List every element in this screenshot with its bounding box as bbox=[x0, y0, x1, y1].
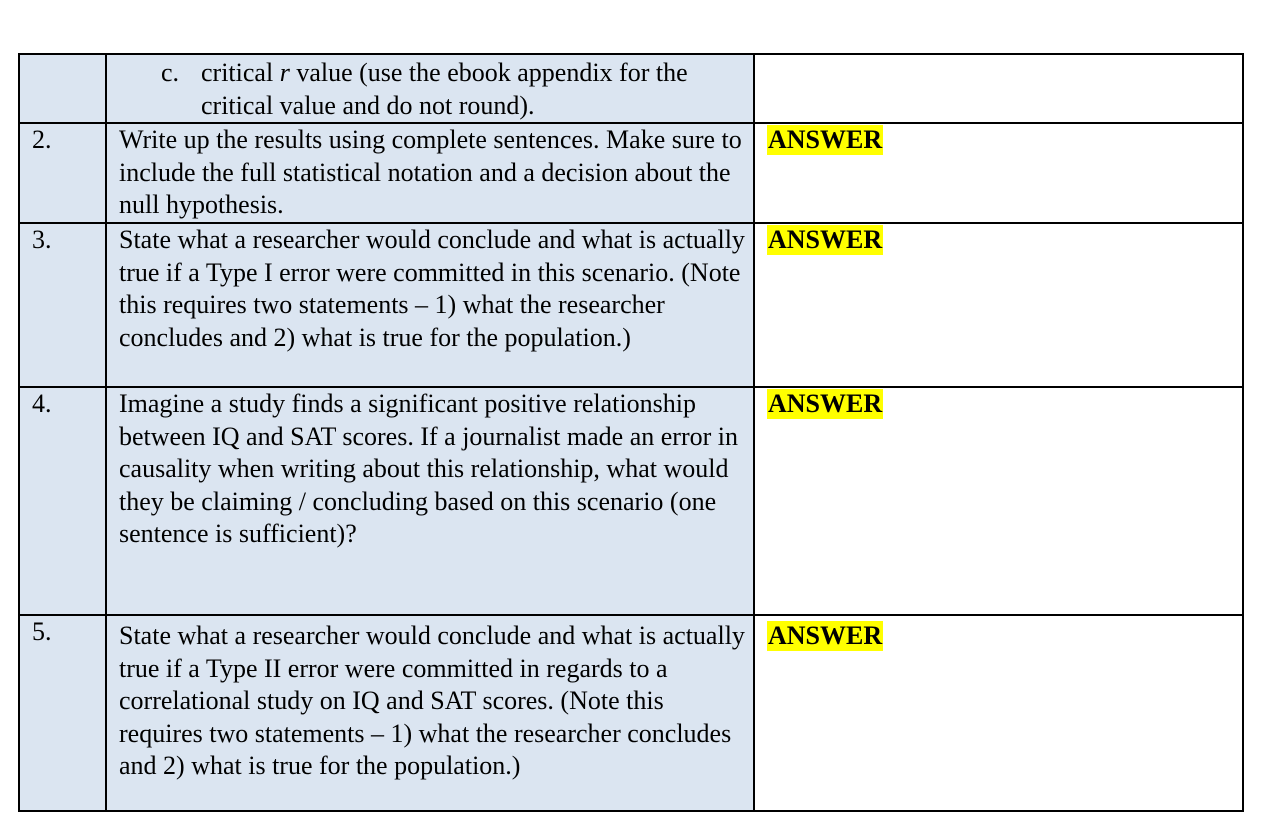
answer-highlight: ANSWER bbox=[768, 389, 883, 418]
answer-cell[interactable] bbox=[754, 387, 1243, 615]
sub-item-text-part: critical bbox=[201, 58, 280, 87]
sub-item bbox=[119, 57, 745, 122]
row-number-cell bbox=[19, 123, 106, 223]
answer-cell[interactable] bbox=[754, 123, 1243, 223]
answer-highlight: ANSWER bbox=[768, 225, 883, 254]
answer-cell[interactable] bbox=[754, 54, 1243, 123]
question-cell bbox=[106, 387, 754, 615]
question-text: Imagine a study finds a significant positive relationship between IQ and SAT scores. If a journalist made an error in causality when writing about this relationship, what would they be claiming / concluding based on this scenario (one sentence is sufficient)? bbox=[119, 389, 738, 548]
table-row bbox=[19, 123, 1243, 223]
row-number: 2. bbox=[32, 125, 52, 154]
row-number-cell bbox=[19, 223, 106, 387]
row-number-cell bbox=[19, 615, 106, 811]
row-number-cell bbox=[19, 387, 106, 615]
table-row bbox=[19, 54, 1243, 123]
question-cell bbox=[106, 123, 754, 223]
row-number: 3. bbox=[32, 225, 52, 254]
table-row bbox=[19, 223, 1243, 387]
sub-item-text-part: value (use the ebook appendix for the critical value and do not round). bbox=[201, 58, 688, 120]
answer-highlight: ANSWER bbox=[768, 125, 883, 154]
sub-item-marker: c. bbox=[161, 58, 180, 87]
table-row bbox=[19, 615, 1243, 811]
question-text: State what a researcher would conclude and what is actually true if a Type I error were committed in this scenario. (Note this requires two statements – 1) what the researcher concludes and 2) what is true for the population.) bbox=[119, 225, 745, 352]
question-cell bbox=[106, 223, 754, 387]
question-cell bbox=[106, 54, 754, 123]
question-answer-table bbox=[18, 53, 1244, 812]
question-text: State what a researcher would conclude and what is actually true if a Type II error were committed in regards to a correlational study on IQ and SAT scores. (Note this requires two statements – 1) what the researcher concludes and 2) what is true for the population.) bbox=[119, 621, 745, 780]
answer-cell[interactable] bbox=[754, 615, 1243, 811]
row-number: 5. bbox=[32, 617, 52, 646]
answer-highlight: ANSWER bbox=[768, 621, 883, 650]
row-number: 4. bbox=[32, 389, 52, 418]
row-number-cell bbox=[19, 54, 106, 123]
sub-item-text bbox=[201, 57, 745, 122]
answer-cell[interactable] bbox=[754, 223, 1243, 387]
r-symbol: r bbox=[279, 58, 290, 87]
table-row bbox=[19, 387, 1243, 615]
question-text: Write up the results using complete sentences. Make sure to include the full statistical notation and a decision about the null hypothesis. bbox=[119, 125, 742, 219]
question-cell bbox=[106, 615, 754, 811]
